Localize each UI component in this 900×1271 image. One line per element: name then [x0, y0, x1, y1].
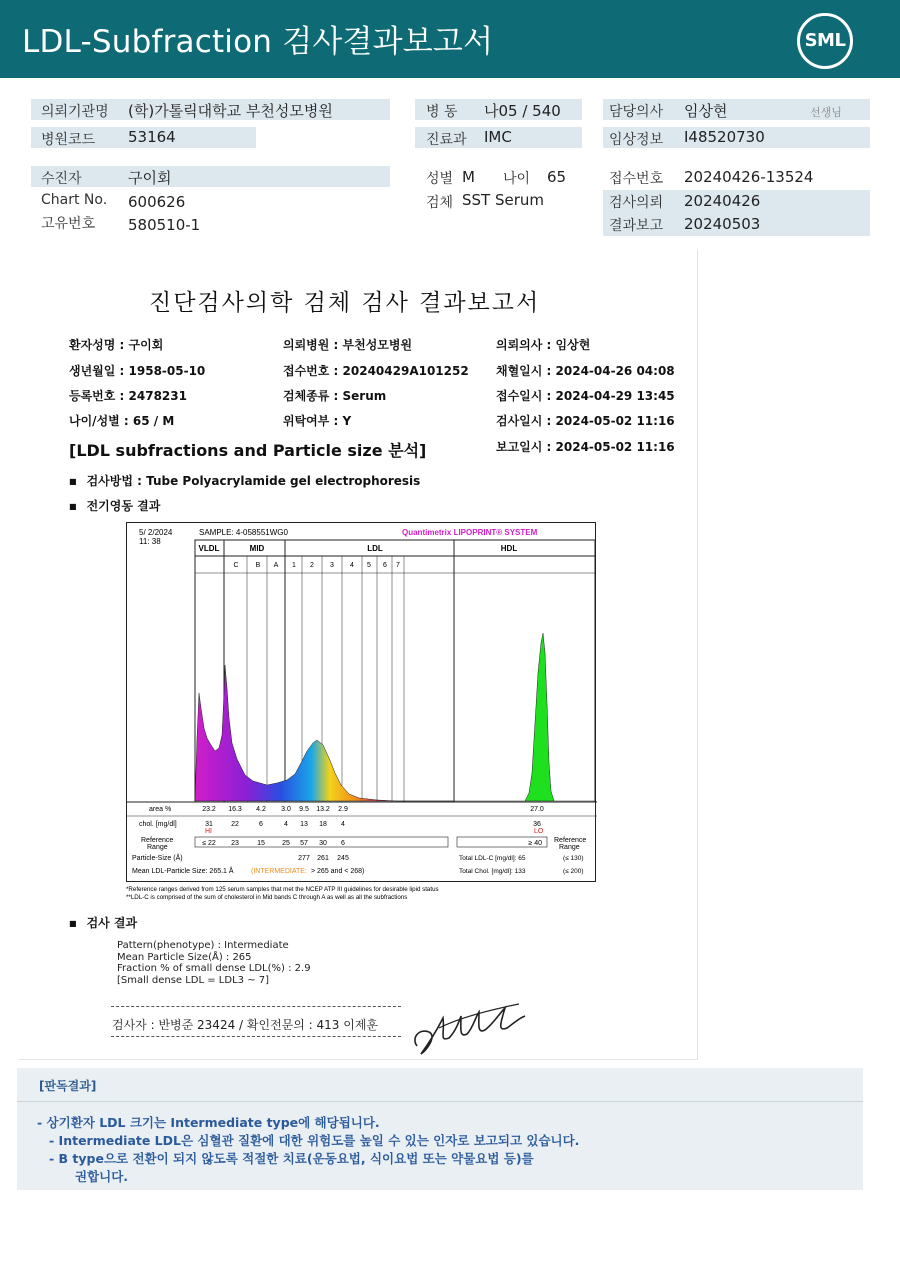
electro-title: ■ 전기영동 결과 — [69, 497, 160, 514]
particle-value: 245 — [337, 855, 349, 862]
report-field: 의뢰병원 : 부천성모병원 — [283, 338, 413, 352]
ref-value: ≤ 22 — [202, 840, 216, 847]
patient-value: 구이회 — [128, 169, 172, 187]
unique-no-value: 580510-1 — [128, 216, 201, 234]
chol-value: 18 — [319, 821, 327, 828]
footnote-2: **LDL-C is comprised of the sum of cholesterol in Mid bands C through A as well as all the subfractions — [126, 894, 408, 901]
signature-line-top — [111, 1006, 401, 1007]
summary-sdldl: [Small dense LDL = LDL3 ~ 7] — [117, 974, 270, 986]
summary-pattern: Pattern(phenotype) : Intermediate — [117, 940, 289, 951]
signature-line-bottom — [111, 1036, 401, 1037]
page-title: LDL-Subfraction 검사결과보고서 — [22, 24, 494, 60]
age-value: 65 — [547, 168, 567, 186]
report-time: 보고일시 : 2024-05-02 11:16 — [496, 440, 675, 454]
band-dividers — [224, 540, 454, 802]
particle-row — [298, 855, 349, 862]
footnote-1: *Reference ranges derived from 125 serum samples that met the NCEP ATP III guidelines for desirable lipid status — [126, 886, 439, 893]
chart-time: 11: 38 — [139, 537, 161, 546]
clinical-label: 임상정보 — [609, 132, 664, 148]
result-summary — [117, 940, 311, 986]
result-title: ■ 검사 결과 — [69, 914, 137, 931]
handwritten-signature — [409, 998, 529, 1060]
ref-value: 30 — [319, 840, 327, 847]
interpretation-line: - B type으로 전환이 되지 않도록 적절한 치료(운동요법, 식이요법 또는 약물요법 등)를 — [49, 1151, 534, 1166]
chol-value: 36 — [533, 821, 541, 828]
specimen-label: 검체 — [426, 195, 454, 211]
band-label: 3 — [330, 562, 334, 569]
area-value: 13.2 — [316, 806, 330, 813]
report-field: 접수일시 : 2024-04-29 13:45 — [496, 389, 675, 403]
report-field: 환자성명 : 구이회 — [69, 338, 164, 352]
group-label: VLDL — [198, 544, 220, 553]
band-labels — [233, 562, 400, 569]
ref-label-1: Reference — [141, 837, 174, 844]
particle-value: 277 — [298, 855, 310, 862]
summary-size: Mean Particle Size(Å) : 265 — [117, 951, 252, 963]
band-label: 1 — [292, 562, 296, 569]
ward-value: 나05 / 540 — [484, 102, 561, 120]
band-label: 4 — [350, 562, 354, 569]
doctor-value: 임상현 — [684, 102, 728, 120]
chol-value: 31 — [205, 821, 213, 828]
chol-value: 4 — [284, 821, 288, 828]
ldl-curve — [195, 665, 454, 801]
report-field: 위탁여부 : Y — [283, 414, 352, 428]
lipoprint-chart — [126, 522, 596, 882]
band-label: 5 — [367, 562, 371, 569]
institution-label: 의뢰기관명 — [41, 104, 109, 120]
ward-label: 병 동 — [426, 104, 458, 120]
band-label: 2 — [310, 562, 314, 569]
patient-label: 수진자 — [41, 171, 82, 187]
age-label: 나이 — [503, 171, 531, 187]
report-field: 나이/성별 : 65 / M — [69, 414, 175, 428]
result-label: 결과보고 — [609, 218, 664, 234]
dept-label: 진료과 — [426, 132, 467, 148]
hospital-code-label: 병원코드 — [41, 132, 96, 148]
specimen-value: SST Serum — [462, 191, 545, 209]
interpretation-line: - Intermediate LDL은 심혈관 질환에 대한 위험도를 높일 수 있는 인자로 보고되고 있습니다. — [49, 1133, 580, 1148]
interpretation-title: [판독결과] — [39, 1079, 97, 1093]
section-title: [LDL subfractions and Particle size 분석] — [69, 441, 427, 460]
mean-size: Mean LDL-Particle Size: 265.1 Å — [132, 868, 234, 875]
report-field: 생년월일 : 1958-05-10 — [69, 364, 206, 378]
ref-row — [202, 840, 345, 847]
ref-value: 25 — [282, 840, 290, 847]
total-chol-ref: (≤ 200) — [563, 868, 584, 875]
method-line: ■ 검사방법 : Tube Polyacrylamide gel electrophoresis — [69, 472, 420, 489]
doctor-label: 담당의사 — [609, 104, 664, 120]
group-labels — [199, 544, 518, 553]
unique-no-label: 고유번호 — [41, 216, 96, 232]
chart-brand: Quantimetrix LIPOPRINT® SYSTEM — [402, 528, 538, 537]
area-label: area % — [149, 806, 172, 813]
band-label: 6 — [383, 562, 387, 569]
band-label: A — [273, 562, 279, 569]
area-value: 16.3 — [228, 806, 242, 813]
vldl-flag: HI — [205, 828, 212, 835]
interpretation-panel — [17, 1068, 863, 1190]
chol-value: 22 — [231, 821, 239, 828]
band-label: B — [255, 562, 261, 569]
result-value: 20240503 — [684, 215, 761, 233]
report-field: 검체종류 : Serum — [283, 389, 387, 403]
group-label: MID — [249, 544, 265, 553]
mean-size-range: > 265 and < 268) — [311, 868, 365, 875]
interpretation-line: 권합니다. — [75, 1169, 129, 1184]
logo-text: SML — [804, 30, 846, 51]
ref-value: 6 — [341, 840, 345, 847]
chol-value: 6 — [259, 821, 263, 828]
ref-label-3: Reference — [554, 837, 587, 844]
total-chol: Total Chol. [mg/dl]: 133 — [459, 868, 526, 875]
sex-label: 성별 — [426, 171, 454, 187]
area-value: 23.2 — [202, 806, 216, 813]
clinical-value: I48520730 — [684, 128, 765, 146]
area-value: 3.0 — [281, 806, 291, 813]
request-value: 20240426 — [684, 192, 761, 210]
mean-size-tag: (INTERMEDIATE: — [251, 868, 307, 875]
sml-logo — [797, 13, 853, 69]
chart-footnotes — [126, 884, 596, 904]
hdl-curve — [525, 633, 554, 801]
interpretation-header — [17, 1068, 863, 1102]
chol-row — [205, 821, 541, 828]
chart-no-label: Chart No. — [41, 192, 108, 208]
institution-value: (학)가톨릭대학교 부천성모병원 — [128, 102, 333, 120]
report-title: 진단검사의학 검체 검사 결과보고서 — [149, 290, 541, 316]
group-label: HDL — [500, 544, 518, 553]
ref-value: 57 — [300, 840, 308, 847]
area-row — [202, 806, 544, 813]
interpretation-line: - 상기환자 LDL 크기는 Intermediate type에 해당됩니다. — [37, 1115, 380, 1130]
ref-label-2: Range — [147, 844, 168, 851]
patient-box — [31, 166, 390, 187]
chart-no-value: 600626 — [128, 193, 186, 211]
ref-label-4: Range — [559, 844, 580, 851]
report-document — [19, 250, 698, 1060]
lipoprint-chart-svg — [127, 523, 597, 883]
total-ldl-ref: (≤ 130) — [563, 855, 584, 862]
particle-label: Particle-Size (Å) — [132, 855, 183, 862]
report-field: 등록번호 : 2478231 — [69, 389, 187, 403]
sex-value: M — [462, 168, 475, 186]
request-label: 검사의뢰 — [609, 195, 664, 211]
area-value: 27.0 — [530, 806, 544, 813]
report-field: 접수번호 : 20240429A101252 — [283, 364, 469, 378]
report-field: 검사일시 : 2024-05-02 11:16 — [496, 414, 675, 428]
doctor-suffix: 선생님 — [810, 106, 842, 119]
band-label: 7 — [396, 562, 400, 569]
logo-notch — [810, 13, 842, 22]
dept-value: IMC — [484, 128, 512, 146]
area-value: 4.2 — [256, 806, 266, 813]
particle-value: 261 — [317, 855, 329, 862]
chol-label: chol. [mg/dl] — [139, 821, 177, 828]
receipt-value: 20240426-13524 — [684, 168, 814, 186]
hospital-code-value: 53164 — [128, 128, 176, 146]
chol-value: 13 — [300, 821, 308, 828]
hdl-flag: LO — [534, 828, 544, 835]
hdl-ref-value: ≥ 40 — [528, 840, 542, 847]
report-field: 채혈일시 : 2024-04-26 04:08 — [496, 364, 675, 378]
group-label: LDL — [367, 544, 383, 553]
total-ldl: Total LDL-C [mg/dl]: 65 — [459, 855, 526, 862]
receipt-label: 접수번호 — [609, 171, 664, 187]
header-bar — [0, 0, 900, 78]
ref-value: 15 — [257, 840, 265, 847]
area-value: 2.9 — [338, 806, 348, 813]
area-value: 9.5 — [299, 806, 309, 813]
chart-sample: SAMPLE: 4-058551WG0 — [199, 528, 288, 537]
chart-date: 5/ 2/2024 — [139, 528, 173, 537]
signature-text: 검사자 : 반병준 23424 / 확인전문의 : 413 이제훈 — [112, 1018, 379, 1032]
ref-value: 23 — [231, 840, 239, 847]
chol-value: 4 — [341, 821, 345, 828]
report-field: 의뢰의사 : 임상현 — [496, 338, 591, 352]
band-label: C — [233, 562, 239, 569]
summary-fraction: Fraction % of small dense LDL(%) : 2.9 — [117, 963, 311, 974]
